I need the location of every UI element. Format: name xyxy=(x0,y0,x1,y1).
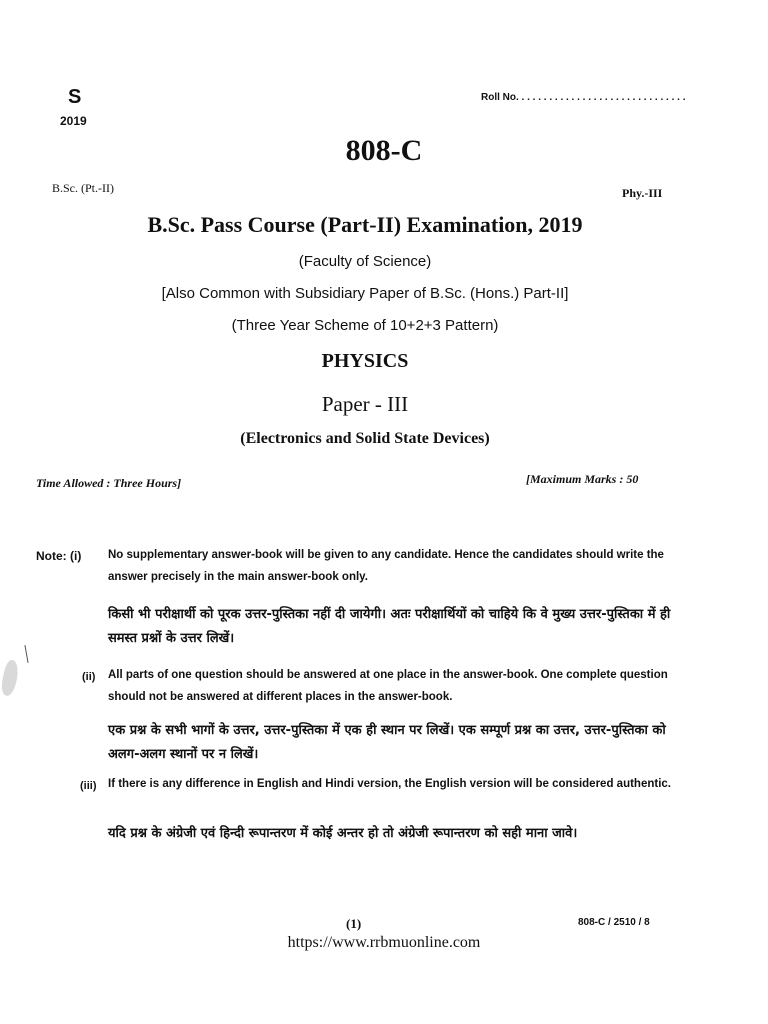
note-3-english: If there is any difference in English and Hindi version, the English version will be considered authentic. xyxy=(108,778,671,790)
roll-number-field: Roll No. . . . . . . . . . . . . . . . . . . . . . . . . . . . . . . xyxy=(481,92,686,103)
source-url: https://www.rrbmuonline.com xyxy=(287,934,481,951)
common-line: [Also Common with Subsidiary Paper of B.Sc. (Hons.) Part-II] xyxy=(161,285,569,302)
maximum-marks: [Maximum Marks : 50 xyxy=(526,472,639,486)
scan-smudge xyxy=(0,659,21,697)
note-2-english: All parts of one question should be answered at one place in the answer-book. One complete question should not be answered at different places in the answer-book. xyxy=(108,669,668,703)
note-2-number: (ii) xyxy=(82,671,96,683)
note-3-number: (iii) xyxy=(80,780,97,792)
paper-number: Paper - III xyxy=(321,392,409,416)
note-label: Note: (i) xyxy=(36,549,82,563)
exam-title: B.Sc. Pass Course (Part-II) Examination, 2019 xyxy=(147,212,583,237)
subject-code: Phy.-III xyxy=(622,186,663,200)
scan-mark xyxy=(24,645,28,663)
page-number: (1) xyxy=(346,916,362,931)
note-3-hindi: यदि प्रश्न के अंग्रेजी एवं हिन्दी रूपान्तरण में कोई अन्तर हो तो अंग्रेजी रूपान्तरण को सही माना जावे। xyxy=(108,826,578,841)
note-1-hindi: किसी भी परीक्षार्थी को पूरक उत्तर-पुस्तिका नहीं दी जायेगी। अतः परीक्षार्थियों को चाहिये कि वे मुख्य उत्तर-पुस्तिका में ही समस्त प्रश्नों के उत्तर लिखें। xyxy=(108,607,671,646)
faculty-line: (Faculty of Science) xyxy=(298,253,432,270)
time-allowed: Time Allowed : Three Hours] xyxy=(36,476,182,490)
paper-topic: (Electronics and Solid State Devices) xyxy=(240,430,490,447)
paper-code: 808-C xyxy=(345,134,423,167)
note-1-english: No supplementary answer-book will be given to any candidate. Hence the candidates should write the answer precisely in the main answer-book only. xyxy=(108,549,664,583)
subject-title: PHYSICS xyxy=(321,350,409,372)
footer-code: 808-C / 2510 / 8 xyxy=(578,917,650,928)
scheme-line: (Three Year Scheme of 10+2+3 Pattern) xyxy=(231,317,499,334)
class-code: B.Sc. (Pt.-II) xyxy=(52,181,114,195)
year-label: 2019 xyxy=(60,114,87,128)
note-2-hindi: एक प्रश्न के सभी भागों के उत्तर, उत्तर-पुस्तिका में एक ही स्थान पर लिखें। एक सम्पूर्ण प्रश्न का उत्तर, उत्तर-पुस्तिका को अलग-अलग स्थानों पर न लिखें। xyxy=(108,723,666,762)
series-letter: S xyxy=(68,86,82,108)
